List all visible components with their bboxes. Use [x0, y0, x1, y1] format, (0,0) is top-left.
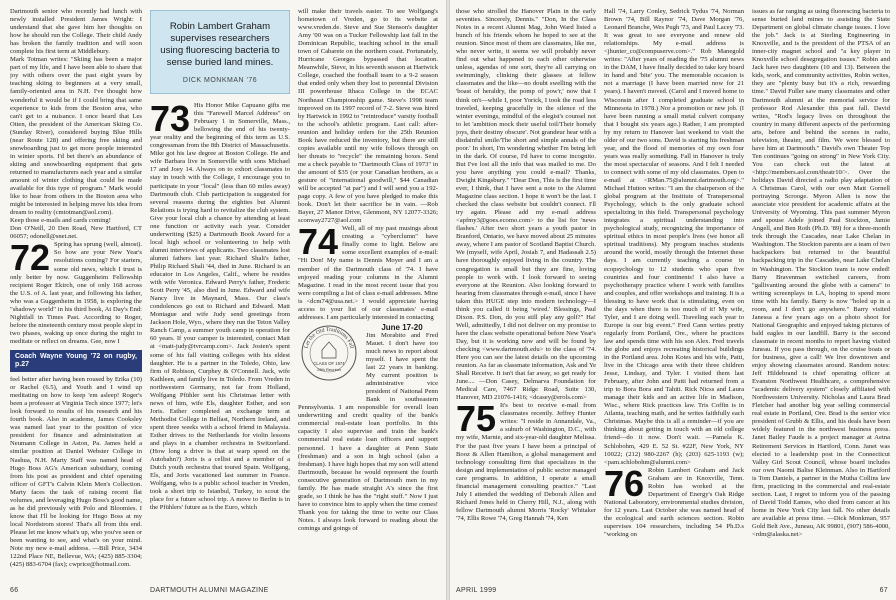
- paragraph: will make their travels easier. To see Wolfgang's hometown of Vreden, go to its website at www.vreden.de. Steve and Sue Stenson's daughter Amy '00 was on a Tucker Fellowship last fall in the Dominican Republic, teaching school in the small town of Cabarete on the northern coast. Fortunately, Hurricane Georges bypassed that location. Meanwhile, Steve, in his seventh season at Hartwick College, coached the football team to a 9-2 season that ended only when they lost to perennial Division III powerhouse Ithaca College in the ECAC Northeast Championship game. Steve's 1998 team improved on its 1997 record of 7-2. Steve was hired by Hartwick in 1992 to "reintroduce" varsity football to the school's athletic program. Last call: after-reunion and holiday orders for the 25th Reunion Book have reduced the inventory, but there are still copies available until my wife follows through on her threats to "recycle" the remaining boxes. Send me a check payable to "Dartmouth Class of 1973" in the amount of $35 (or your Canadian brothers, as a gesture of "international goodwill," $44 Canadian will be accepted "at par") and I will send you a 192-page copy. A few of you have pledged to make this book. Don't let their sacrifice be in vain. —Rob Bayer, 27 Manor Drive, Glenmont, NY 12077-3326; sconway2727@aol.com: [298, 8, 438, 225]
- class-year-76: 76: [604, 462, 645, 504]
- paragraph: feel better after having been roused by Erika (10) or Rachel (6.5), and Youth and I wind up meditating on how to keep 'em asleep! Roger's been a professor at Virginia Tech since 1977; let's look forward to results of his research and his fourth book. Also in academe, James Cooksley was named last year to the position of vice president for finance and administration at Neumann College in Aston, Pa. James held a similar position at Daniel Webster College in Nashua, N.H. Marty Staff was named head of Hugo Boss AG's American subsidiary, coming from his post as president and chief operating officer of GFT's Calvin Klein Men's Collection. Marty faces the task of raising recent flat volumes, and leveraging Hugo Boss's good name, as he did previously with Polo and Bloomies. I know that I'll be looking for Hugo Boss at my local Nordstrom stores! That's all from this end. Please let me know what's up, who you've seen or been wanting to see, and what's on your mind. Note my new e-mail address. —Bill Price, 3434 122nd Place NE, Bellevue, WA; (425) 885-3304; (425) 883-6704 (fax); cwprice@hotmail.com.: [10, 376, 142, 569]
- paragraph: [150, 98, 290, 512]
- class-75-text: It's best to receive e-mail from classmates recently. Jeffrey Hunter writes: "I reside in Annandale, Va., a suburb of Washington, D.C., with my wife, Marnie, and six-year-old daughter Melissa. For the past five years I have been a principal of Booz & Allen Hamilton, a global management and technology consulting firm that specializes in the design and implementation of public sector managed care programs. In addition, I operate a small financial management consulting practice." "Last July I attended the wedding of Deborah Allen and Richard Jones held in Cherry Hill, N.J., along with fellow Dartmouth alumni Morris 'Rocky' Whitaker '74, Ellis Rowe '74, Greg Hannah '74, Ken: [456, 402, 596, 522]
- reunion-seal: [298, 324, 360, 396]
- paragraph: [604, 462, 744, 539]
- class-year-73: 73: [150, 98, 191, 140]
- paragraph: [298, 221, 438, 322]
- class-year-72: 72: [10, 237, 51, 279]
- right-footer-date: APRIL 1999: [456, 587, 497, 594]
- magazine-footer-title: DARTMOUTH ALUMNI MAGAZINE: [150, 587, 269, 594]
- right-column-2: [604, 8, 744, 578]
- left-page-number: 66: [10, 587, 19, 594]
- right-column-3: [752, 8, 890, 578]
- left-column-3: [298, 8, 438, 578]
- paragraph: [456, 398, 596, 523]
- pull-quote: [150, 10, 290, 94]
- paragraph: [10, 237, 142, 346]
- class-72-text: Spring has sprung (well, almost). So how are your New Year's resolutions coming? For starters, some old news, which I trust is only better by now. Guggenheim Fellowship recipient Roger Ekirch, one of only 168 across the U.S. of A. last year, and following his father, who was a Guggenheim in 1958, is exploring the "shadowy world" in his third book, At Day's End: Nightfall in Times Past. According to Roger, before the nineteenth century most people slept in two phases, waking up once during the night to meditate or reflect on dreams. Gee, now I: [10, 241, 142, 345]
- left-column-1: [10, 8, 142, 578]
- seal-sub-text: 25th Reunion: [317, 366, 341, 372]
- paragraph: Mark Totman writes: "Skiing has been a major part of my life, and I have been able to share that joy with others over the past eight years by teaching skiing to beginners at a very small, family-oriented area in N.H. I've thought how wonderful it would be if I could bring that same experience to kids from the Boston area, who can't get to a nuisance. I once heard that Les Otten, the president of the American Skiing Co. (Sunday River), considered buying Blue Hills (near Route 128) and offering free skiing and snowboarding just to get more people interested in winter sports. I'd bet there's an abundance of skiing and snowboarding equipment that gets returned to manufacturers each year and a similar amount of winter clothing that could be made available for this type of program." Mark would like to hear from others in the Boston area who might be interested in helping move his idea from dream to reality (cmtotman@aol.com).: [10, 56, 142, 217]
- class-74-text-continued: Jim Morabito and Fred Mauet. I don't have too much news to report about myself. I have spent the last 22 years in banking. My current position is administrative vice president of National Penn Bank in southeastern Pennsylvania. I am responsible for overall loan underwriting and credit quality of the bank's commercial real-estate loan portfolio. In this capacity I also supervise and train the bank's commercial real estate loan officers and support personnel. I have a daughter at Penn State (freshman) and a son in high school (also a freshman). I have high hopes that my son will attend Dartmouth, because he would represent the fourth consecutive generation of Dartmouth men in my family. He has made straight A's since the first grade, so I think he has the "right stuff." Now I just have to convince him to apply when the time comes! Thank you for taking the time to write our Class Notes. I always look forward to reading about the comings and goings of: [298, 331, 438, 532]
- seal-arc-text: Let the Old Traditions Fall: [303, 326, 355, 350]
- right-page-number: 67: [879, 587, 888, 594]
- left-column-2: [150, 8, 290, 578]
- seal-class-text: CLASS OF 1974: [313, 360, 345, 366]
- pull-quote-text: Robin Lambert Graham supervises researchers using fluorescing bacteria to sense buried land mines.: [160, 21, 280, 68]
- class-73-text: His Honor Mike Capuano gifts me this "Farewell Marcel Address" on February 1 in Somerville, Mass., bellowing the end of his twenty-year orality and the beginning of this term as U.S. congressman from the 8th District of Massachusetts. Mike got his law degree at Boston College. He and wife Barbara live in Somerville with sons Michael 17 and Joey 14. Always on to exhort classmates to stay in touch with the College, I encourage you to participate in your "local" (less than 60 miles away) Dartmouth club. Club participation is suggested for several reasons during the eighties but Alumni Relations is trying hard to revitalize the club system. Give your local club a chance by attending at least one function or activity each year. Consider underwriting ($25) a Dartmouth Book Award for a local high school or volunteering to help with alumni interviews of applicants. Two classmates lost alumni fathers last year. Richard Shali's father, Philip Richard Shali '44, died in June. Richard is an educator in Los Angeles, Calif., where he resides with wife Veronica. Edward Perry's father, Frederic Scott Perry '45, also died in June. Edward and wife Nancy live in Maynard, Mass. Our class's condolences go out to Richard and Edward. Matt Montague and wife Judy send greetings from Jackson Hole, Wyo., where they run the Teton Valley Ranch Camp, a summer youth camp in operation for 60 years. If your camper is interested, contact Matt at <matt-judy@tvrcamp.com>. Jack Josten's spent some of his fall visiting colleges with his eldest daughter. He is a partner in the Toledo, Ohio, law firm of Robison, Curphey & O'Connell. Jack, wife Kathleen, and family live in Toledo. From Vreden in northwestern Germany, not far from Holland, Wolfgang Pfühler sent his Christmas letter with news of him, wife Els, daughter Esther, and son Joris. Esther completed an exchange term at Methodist College in Belfast, Northern Ireland, and spent three weeks with a school friend in Malaysia. Esther drives to the Netherlands for violin lessons and plays in a chamber orchestra in Switzerland. (How long a drive is that at warp speed on the Autobahn?) Joris is a cellist and a member of a Dutch youth orchestra that toured Spain. Wolfgang, Els, and Joris vacationed last summer in France. Wolfgang, who is a public school teacher in Vreden, took a short trip to Istanbul, Turkey, to scout the place for a future school trip. A move to Berlin is in the Pfühlers' future as is the Euro, which: [150, 102, 290, 512]
- paragraph: issues as far ranging as using fluorescing bacteria to sense buried land mines to assisting the State Department on global climate change issues. I love the job." Jack is at Sterling Engineering in Knoxville, and is the president of the PTSA of an inner-city magnet school and "a key player in Knoxville school desegregation issues." Robin and Jack have two daughters (10 and 13). Between the kids, work, and community activities, Robin writes, they are "plenty busy but it's a rich, rewarding time." David Fuller saw many classmates and other Dartmouth alumni at the memorial service for professor Rod Alexander this past fall. David writes, "Rod's legacy lives on throughout the country in many different aspects of the performing arts, before and behind the scenes in radio, television, theater, and film. We were blessed to have him at Dartmouth." David's own Theater Top Ten continues "going on strong" in New York City. You can check out the latest at <http://members.aol.com/theatr10/>. Over the holidays David directed a radio play adaptation of A Christmas Carol, with our own Matt Gornell portraying Scrooge. Myron Allen is now the associate vice president for academic affairs at the University of Wyoming. This past summer Myron and spouse Adele joined Paul Stockton, Jamie Angell, and Ben Roth (Ph.D. '89) for a three-month trek through the Cascades, near Lake Chelan in Washington. The Stockton parents are a team of two backpackers but returned to the beautiful backpacking trip in the Cascades, near Lake Chelan in Washington. The Stockton team is now ended! Barry Bravenman switched careers, from "gallivanting around the globe with a camera" to writing screenplays in LA, hoping to spend more time with his family. Barry is now "holed up in a room, and I don't go anywhere." Barry visited Janessa a few years ago on a photo shoot for National Geographic and enjoyed taking pictures of bald eagles in our landfill. Barry is the second classmate in recent months to report having visited Juneau. If you pass through, on the cruise boats or for business, give a call! We live downtown and enjoy showing classmates around. Random notes: Jeff Hildebrand is chief operating officer at Evanston Northwest Healthcare, a comprehensive "academic delivery system" closely affiliated with Northwestern University. Nicholas and Laura Brad Fletcher had another big year selling commercial real estate in Portland, Ore. Brad is the senior vice president of Grubb & Ellis, and his deals have been widely featured in the northwest business press. Janet Bailey Faude is a project manager at Aetna Retirement Services in Hartford, Conn. Janet was elected to a leadership post in the Connecticut Valley Girl Scout Council, whose board includes our own Naomi Balise Kleinman. Also in Hartford is Tom Daniels, a partner in the Mutha Collins law firm, practicing in the commercial and real-estate section. Last, I regret to inform you of the passing of David Todd Eames, who died from cancer at his home in New York City last fall. No other details are available at press time. —Dick Monkman, 957 Gold Belt Ave., Juneau, AK 99801, (907) 586-4000, <rdm@alaska.net>: [752, 8, 890, 539]
- pull-quote-citation: DICK MONKMAN '76: [182, 77, 258, 84]
- paragraph: those who strolled the Hanover Plain in the early seventies. Sincerely, Dennis." "Don, In the Class Notes in a recent Alumni Mag, John Ward listed a bunch of his friends whom he hoped to see at the reunion. Since most of them are classmates, like me, who never write, it seems we will probably never find out what happened to each other otherwise unless, agendas of one sort, they're all carrying on swimmingly, clinking their glasses at fellow classmates and the like—no doubt swelling with the 'boast of heraldry, the pomp of pow'r,' now that I think on't—while I, poor Yorick, I took the road less traveled, keeping gracefully in the silence of the winter evenings, mindful of the elegist's counsel not to let 'ambition mock their useful toil/Their homely joys, their destiny obscure'. Not grandeur hear with a disdainful smile/The short and simple annals of the poor.' In short, I'm wondering whether I'm being left in the dark. Of course, I'd have to come incognito. But I've lost all the info that was mailed to me. Do you have anything you could e-mail? Thanks, Dwight Kingsbury." "Dear Don, This is the first time ever, I think, that I have sent a note to the Alumni Magazine class section. I hope it won't be the last. I checked the class website but couldn't connect. I'll try again. Please add my e-mail address <apfmy3@goes.ecomo.com> to the list for 'news flashes.' After two short years a youth pastor in Branford, Ontario, we have moved about 25 minutes away, where I am pastor of Scotland Baptist Church. We (myself, wife April, Josiah 7, and Hadassah 2.5) have thoroughly enjoyed living in the country. The congregation is small but they are fine, loving people to work with. I look forward to seeing everyone at the Reunion. Also looking forward to hearing from classmates through e-mail, since I have taken this HUGE step into modern technology—I think you called it being 'wired.' Blessings, Paul Dixon. P.S. Don, do you still play any golf?" Ha! Well, admittedly, I did not deliver on my promise to have the class website operational before New Year's Day, but it is working now and will be found by checking <www.dartmouth.edu> to the class of '74. Here you can see the latest details on the upcoming reunion. As far as classmate information, Ask and Ye Shall Receive. It isn't that far away, so get ready for June.... —Don Casey, Delmarva Foundation for Medical Care, 7467 Ridge Road, Suite 130, Hanover, MD 21076-1416; <dcasey@erols.com>: [456, 8, 596, 402]
- paragraph: Keep those e-mails and cards coming!: [10, 217, 111, 225]
- reunion-seal-graphic: [298, 324, 360, 382]
- paragraph: Hall '74, Larry Conley, Sedrick Tydus '74, Norman Brown '74, Bill Raynor '74, Dave Morgan '76, Leonard Branche, Wes Pugh '73, and Paul Lacey '73. It was great to see everyone and renew old relationships. My e-mail address is <jhunter_co@compuserve.com>." Rob Manegold writes: "After years of reading the '75 alumni news in the DAM, I have finally decided to take key board in hand and 'bite' you. The memorable occasion is not a marriage (I have been married now for 21 years). I haven't moved. (Carol and I moved home to Wisconsin after I completed graduate school in Minnesota in 1978.) Nor a promotion or new job. (I have been running a small metal culvert company that I bought six years ago.) Rather, I am prompted by my return to Hanover last weekend to visit the older of our two sons. David is starting his freshman year, and the flood of memories of my own four years was really something. Fall in Hanover is truly the most spectacular of seasons. And I felt I needed to connect with some of my old classmates. Open to e-mail at <RMan.75@alumni.dartmouth.org>." Michael Hutton writes: "I am the chairperson of the global program at the Institute of Transpersonal Psychology, which is the only graduate school specializing in this field. Transpersonal psychology integrates a spiritual understanding into psychological study, recognizing the importance of spiritual ethics in most people's lives (we honor all spiritual traditions). My program teaches students around the world, mostly through the Internet these days. I am currently teaching a course in ecopsychology to 12 students who span five countries and four continents! I also have a psychotherapy practice where I work with families and couples, and offer workshops and training. It is a blessing to have work that is stimulating, even on the days when there is too much of it! My wife, Tyler, and I are doing well. Traveling each year to Europe is our big event." Fred Cann writes pretty regularly from Portland, Ore., where he practices law and spends time with his son Alex. Fred travels the globe and enjoys recreating historical buildings in the Portland area. John Kotes and his wife, Patti, live in the Chicago area with their three children Jesse, Lindsay, and Tyler. I visited them last February, after John and Patti had returned from a trip to Bora Bora and Tahiti. Rick Nicss and Laura manage their kids and an active life in Madison, Wisc., where Rick practices law. Tris Coffin is in Atlanta, teaching math, and he writes faithfully each Christmas. Maybe this is all a reminder—if you are thinking about getting in touch with an old college friend—do it now. Don't wait. —Pamela K. Schlobohm, 429 E. 52 St. #22F, New York, NY 10022; (212) 980-2267 (h); (203) 625-1193 (w); <pam.schlobohm@alumni.com>: [604, 8, 744, 466]
- right-column-1: [456, 8, 596, 578]
- paragraph: Don O'Neill, 20 Den Road, New Hartford, CT 06057; odonell@snet.net.: [10, 225, 142, 241]
- class-74-text: Well, all of my past musings about creating a "cyberclumn" have finally come to light. Below are some excellent examples of e-mail: "Hi Don! My name is Dennis Moyer and I am a member of the Dartmouth class of '74. I have enjoyed reading your columns in the Alumni Magazine. I read in the most recent issue that you were compiling a list of class e-mail addresses. Mine is <dcm74@usa.net.> I would appreciate having access to your list of our classmates' e-mail addresses. I am particularly interested in contacting: [298, 225, 438, 321]
- right-page: [450, 0, 896, 600]
- class-year-75: 75: [456, 398, 497, 440]
- class-76-text: Robin Lambert Graham and Jack Graham are in Knoxville, Tenn. Robin has worked at the Department of Energy's Oak Ridge National Laboratory, environmental studies division, for 12 years. Last October she was named head of the ecological and earth sciences section. Robin supervises 104 researchers, including 54 Ph.D.s "working on: [604, 466, 744, 539]
- class-year-74: 74: [298, 221, 339, 263]
- seal-date: June 17-20: [381, 322, 423, 332]
- left-page: [0, 0, 446, 600]
- paragraph: Dartmouth senior who recently had lunch with newly installed President James Wright: I understand that she gave him her thoughts on how he should run the College. Their child Andy has broken the family tradition and will soon complete his first term at Middlebury.: [10, 8, 142, 56]
- callout-link[interactable]: Coach Wayne Young '72 on rugby, p.27: [10, 350, 142, 372]
